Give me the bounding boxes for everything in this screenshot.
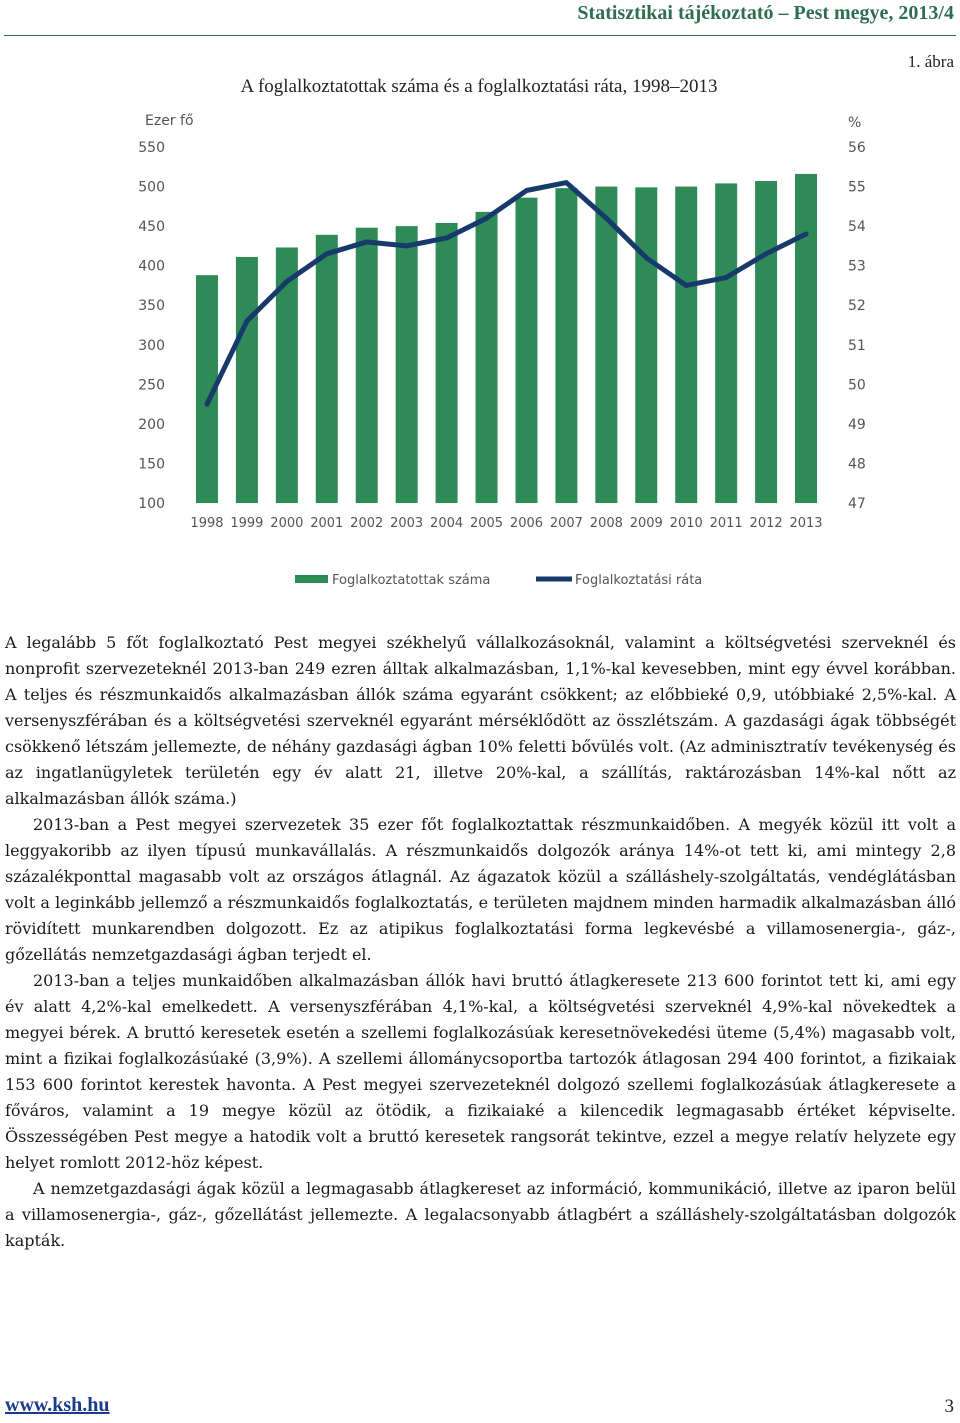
- bar: [755, 181, 777, 503]
- body-text: [5, 630, 956, 1254]
- bar: [396, 226, 418, 503]
- paragraph: 2013-ban a Pest megyei szervezetek 35 ezer főt foglalkoztattak részmunkaidőben. A megyék közül itt volt a leggyakoribb az ilyen típusú munkavállalás. A részmunkaidős dolgozók aránya 14%-ot tett ki, ami mintegy 2,8 százalékponttal magasabb volt az országos átlagnál. Az ágazatok közül a szálláshely-szolgáltatás, vendéglátásban volt a leginkább jellemző a részmunkaidős foglalkoztatás, e területen majdnem minden harmadik alkalmazásban álló rövidített munkarendben dolgozott. Ez az atipikus foglalkoztatási forma legkevésbé a villamosenergia-, gáz-, gőzellátás nemzetgazdasági ágban terjedt el.: [5, 815, 956, 964]
- paragraph: A nemzetgazdasági ágak közül a legmagasabb átlagkereset az információ, kommunikáció, illetve az iparon belül a villamosenergia-, gáz-, gőzellátást jellemezte. A legalacsonyabb átlagbért a szálláshely-szolgáltatásban dolgozók kapták.: [5, 1179, 956, 1250]
- bar: [515, 198, 537, 503]
- right-axis-label: %: [848, 115, 862, 131]
- bar: [316, 235, 338, 503]
- bar: [236, 257, 258, 503]
- left-axis-label: Ezer fő: [145, 113, 194, 129]
- x-tick-label: 2008: [589, 516, 623, 531]
- left-tick-label: 300: [138, 337, 165, 354]
- x-tick-label: 2009: [629, 516, 663, 531]
- x-tick-label: 2013: [789, 516, 823, 531]
- x-axis-ticks: [190, 516, 822, 531]
- rate-point: [644, 256, 648, 260]
- left-tick-label: 400: [138, 258, 165, 275]
- rate-point: [564, 180, 568, 184]
- bar: [675, 187, 697, 503]
- right-axis-ticks: [848, 140, 866, 512]
- rate-point: [404, 244, 408, 248]
- chart-title-text: A foglalkoztatottak száma és a foglalkoztatási ráta, 1998–2013: [240, 76, 718, 97]
- right-tick-label: 54: [848, 219, 866, 236]
- left-tick-label: 150: [138, 456, 165, 473]
- x-tick-label: 2012: [749, 516, 783, 531]
- x-tick-label: 2005: [469, 516, 504, 531]
- bar: [595, 187, 617, 503]
- rate-point: [325, 252, 329, 256]
- rate-point: [604, 216, 608, 220]
- legend-label-line: Foglalkoztatási ráta: [575, 573, 703, 588]
- right-tick-label: 48: [848, 456, 866, 473]
- bar-series: [196, 174, 817, 503]
- rate-point: [524, 188, 528, 192]
- paragraph: 2013-ban a teljes munkaidőben alkalmazásban állók havi bruttó átlagkeresete 213 600 forintot tett ki, ami egy év alatt 4,2%-kal emelkedett. A versenyszférában 4,1%-kal, a költségvetési szerveknél 4,9%-kal növekedtek a megyei bérek. A bruttó keresetek esetén a szellemi foglalkozásúak keresetnövekedési üteme (5,4%) magasabb volt, mint a fizikai foglalkozásúaké (3,9%). A szellemi állománycsoportba tartozók átlagosan 294 400 forintot, a fizikaiak 153 600 forintot kerestek havonta. A Pest megyei szervezeteknél dolgozó szellemi foglalkozásúak átlagkeresete a főváros, valamint a 19 megye közül az ötödik, a fizikaiaké a kilencedik legmagasabb értéket képviselte. Összességében Pest megye a hatodik volt a bruttó keresetek rangsorát tekintve, ezzel a megye relatív helyzete egy helyet romlott 2012-höz képest.: [5, 971, 956, 1172]
- right-tick-label: 52: [848, 298, 866, 315]
- x-tick-label: 2006: [509, 516, 544, 531]
- legend-swatch-bars: [295, 575, 328, 583]
- rate-point: [205, 402, 209, 406]
- right-tick-label: 50: [848, 377, 866, 394]
- rate-point: [724, 275, 728, 279]
- x-tick-label: 2011: [709, 516, 743, 531]
- figure-label: 1. ábra: [907, 52, 954, 71]
- rate-point: [285, 279, 289, 283]
- header-divider: [4, 35, 956, 36]
- bar: [555, 188, 577, 503]
- right-tick-label: 51: [848, 337, 866, 354]
- ksh-website-link[interactable]: www.ksh.hu: [5, 1394, 110, 1416]
- left-tick-label: 200: [138, 416, 165, 433]
- left-tick-label: 250: [138, 377, 165, 394]
- document-header-title: Statisztikai tájékoztató – Pest megye, 2013/4: [577, 2, 954, 24]
- legend-label-bars: Foglalkoztatottak száma: [332, 573, 491, 588]
- left-tick-label: 500: [138, 179, 165, 196]
- rate-point: [245, 319, 249, 323]
- bar: [795, 174, 817, 503]
- bar: [356, 228, 378, 503]
- rate-point: [684, 283, 688, 287]
- bar: [635, 187, 657, 503]
- x-tick-label: 2003: [390, 516, 424, 531]
- left-axis-ticks: [138, 140, 165, 512]
- rate-point: [444, 236, 448, 240]
- x-tick-label: 2000: [270, 516, 304, 531]
- page-number: 3: [944, 1396, 954, 1417]
- x-tick-label: 2010: [669, 516, 703, 531]
- bar: [476, 212, 498, 503]
- right-tick-label: 47: [848, 496, 866, 512]
- left-tick-label: 450: [138, 219, 165, 236]
- x-tick-label: 2002: [350, 516, 384, 531]
- chart-legend: [295, 573, 702, 588]
- right-tick-label: 56: [848, 140, 866, 156]
- right-tick-label: 49: [848, 416, 866, 433]
- chart-title: [0, 76, 960, 98]
- right-tick-label: 55: [848, 179, 866, 196]
- x-tick-label: 1999: [230, 516, 264, 531]
- rate-point: [365, 240, 369, 244]
- rate-point: [804, 232, 808, 236]
- x-tick-label: 1998: [190, 516, 224, 531]
- employment-chart: [0, 100, 960, 600]
- rate-point: [764, 252, 768, 256]
- x-tick-label: 2007: [549, 516, 583, 531]
- x-tick-label: 2004: [430, 516, 464, 531]
- left-tick-label: 100: [138, 496, 165, 512]
- rate-point: [484, 216, 488, 220]
- bar: [436, 223, 458, 503]
- x-tick-label: 2001: [310, 516, 344, 531]
- left-tick-label: 550: [138, 140, 165, 156]
- right-tick-label: 53: [848, 258, 866, 275]
- paragraph: A legalább 5 főt foglalkoztató Pest megyei székhelyű vállalkozásoknál, valamint a költségvetési szerveknél és nonprofit szervezeteknél 2013-ban 249 ezren álltak alkalmazásban, 1,1%-kal kevesebben, mint egy évvel korábban. A teljes és részmunkaidős alkalmazásban állók száma egyaránt csökkent; az előbbieké 0,9, utóbbiaké 2,5%-kal. A versenyszférában és a költségvetési szerveknél egyaránt mérséklődött az összlétszám. A gazdasági ágak többségét csökkenő létszám jellemezte, de néhány gazdasági ágban 10% feletti bővülés volt. (Az adminisztratív tevékenység és az ingatlanügyletek területén egy év alatt 21, illetve 20%-kal, a szállítás, raktározásban 14%-kal nőtt az alkalmazásban állók száma.): [5, 633, 956, 808]
- bar: [715, 183, 737, 503]
- left-tick-label: 350: [138, 298, 165, 315]
